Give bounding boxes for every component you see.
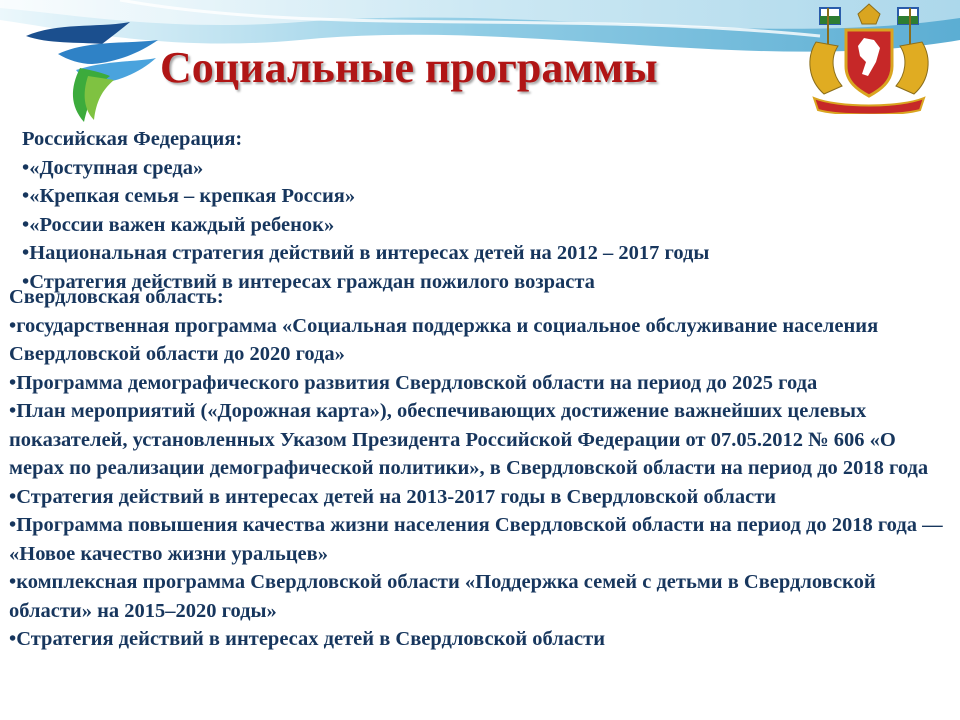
list-item bbox=[9, 625, 944, 654]
list-item-text: «России важен каждый ребенок» bbox=[29, 213, 335, 236]
russian-federation-section bbox=[22, 125, 942, 296]
list-item-text: Программа повышения качества жизни населения Свердловской области на период до 2018 года — «Новое качество жизни уральцев» bbox=[9, 514, 943, 565]
sverdlovsk-region-section bbox=[9, 283, 944, 654]
section-heading: Российская Федерация: bbox=[22, 128, 243, 150]
bullet: • bbox=[22, 156, 30, 179]
list-item bbox=[9, 483, 944, 512]
list-item bbox=[9, 397, 944, 483]
bullet: • bbox=[22, 213, 30, 236]
list-item-text: Национальная стратегия действий в интересах детей на 2012 – 2017 годы bbox=[29, 242, 710, 264]
bullet: • bbox=[22, 242, 30, 264]
list-item-text: «Доступная среда» bbox=[29, 156, 204, 179]
bullet: • bbox=[9, 571, 17, 593]
page-title: Социальные программы bbox=[160, 43, 658, 92]
bullet: • bbox=[9, 314, 17, 337]
bullet: • bbox=[9, 485, 17, 508]
bullet: • bbox=[9, 628, 17, 650]
list-item bbox=[22, 154, 942, 183]
bullet: • bbox=[9, 371, 17, 394]
list-item bbox=[9, 568, 944, 625]
section-heading: Свердловская область: bbox=[9, 286, 224, 308]
bullet: • bbox=[22, 270, 30, 293]
blue-green-bird-icon bbox=[18, 14, 163, 126]
list-item-text: Программа демографического развития Свердловской области на период до 2025 года bbox=[16, 371, 818, 394]
list-item bbox=[22, 239, 942, 268]
list-item bbox=[9, 369, 944, 398]
list-item-text: Стратегия действий в интересах детей в Свердловской области bbox=[16, 628, 606, 650]
bullet: • bbox=[9, 514, 17, 536]
list-item bbox=[22, 182, 942, 211]
list-item bbox=[9, 511, 944, 568]
list-item-text: «Крепкая семья – крепкая Россия» bbox=[29, 185, 356, 207]
bullet: • bbox=[22, 185, 30, 207]
list-item-text: государственная программа «Социальная поддержка и социальное обслуживание населения Свердловской области до 2020 года» bbox=[9, 314, 879, 365]
list-item bbox=[22, 211, 942, 240]
sverdlovsk-coat-of-arms-icon bbox=[798, 2, 940, 114]
bullet: • bbox=[9, 400, 17, 422]
list-item-text: План мероприятий («Дорожная карта»), обеспечивающих достижение важнейших целевых показателей, установленных Указом Президента Российской Федерации от 07.05.2012 № 606 «О мерах по реализации демографической политики», в Свердловской области на период до 2018 года bbox=[9, 400, 929, 479]
list-item bbox=[9, 312, 944, 369]
list-item-text: Стратегия действий в интересах детей на 2013-2017 годы в Свердловской области bbox=[16, 485, 777, 508]
list-item-text: Стратегия действий в интересах граждан пожилого возраста bbox=[29, 270, 595, 293]
list-item-text: комплексная программа Свердловской области «Поддержка семей с детьми в Свердловской области» на 2015–2020 годы» bbox=[9, 571, 876, 622]
